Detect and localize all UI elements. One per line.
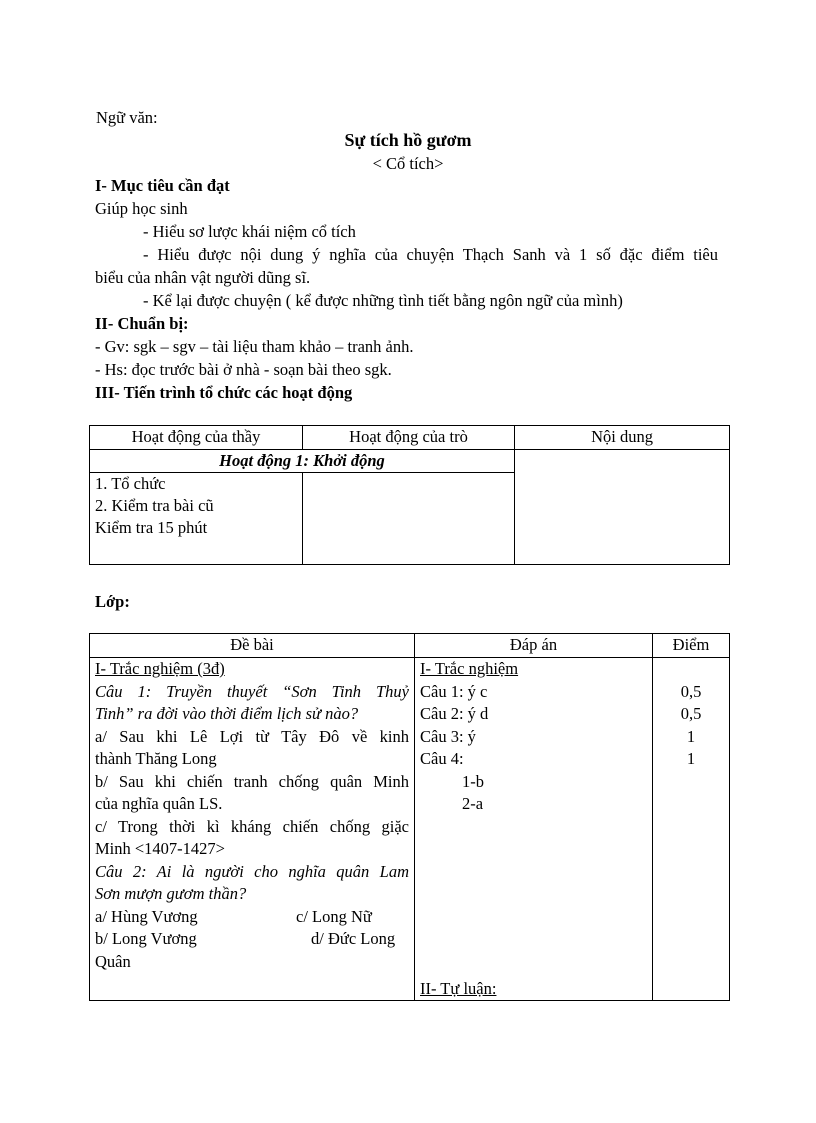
section-1-item: - Hiểu sơ lược khái niệm cổ tích	[143, 222, 356, 241]
answer-line: Câu 1: ý c	[420, 681, 488, 701]
score-value: 0,5	[680, 704, 702, 723]
header-teacher-activity: Hoạt động của thầy	[90, 426, 303, 450]
activity-1-title: Hoạt động 1: Khởi động	[90, 450, 515, 473]
page-title: Sự tích hồ gươm	[344, 130, 472, 150]
option-line: Quân	[95, 951, 131, 971]
option-a: a/ Hùng Vương	[95, 906, 198, 926]
option-c: c/ Long Nữ	[296, 906, 372, 926]
score-value: 0,5	[680, 681, 702, 701]
class-label: Lớp:	[95, 592, 130, 611]
section-2-item: - Gv: sgk – sgv – tài liệu tham khảo – tranh ảnh.	[95, 337, 414, 356]
answer-line: Câu 2: ý d	[420, 704, 489, 723]
section-2-heading: II- Chuẩn bị:	[95, 314, 189, 333]
teacher-line: Kiểm tra 15 phút	[95, 518, 208, 537]
section-1-intro: Giúp học sinh	[95, 199, 188, 218]
section-1-item: - Hiểu được nội dung ý nghĩa của chuyện Thạch Sanh và 1 số đặc điểm tiêu	[143, 245, 718, 264]
student-activity-cell	[303, 473, 515, 565]
section-2-item: - Hs: đọc trước bài ở nhà - soạn bài theo sgk.	[95, 360, 392, 379]
option-line: b/ Sau khi chiến tranh chống quân Minh	[95, 771, 409, 791]
teacher-line: 1. Tổ chức	[95, 474, 166, 493]
header-score: Điểm	[653, 634, 730, 658]
option-line: a/ Sau khi Lê Lợi từ Tây Đô về kinh	[95, 726, 409, 746]
option-line: của nghĩa quân LS.	[95, 794, 223, 813]
subject-label: Ngữ văn:	[96, 108, 158, 127]
exam-table	[89, 633, 730, 1001]
option-d: d/ Đức Long	[311, 929, 396, 948]
option-pair	[95, 928, 409, 951]
option-line: thành Thăng Long	[95, 749, 217, 768]
genre-subtitle: < Cổ tích>	[372, 154, 444, 173]
activity-table	[89, 425, 730, 565]
score-cell	[653, 658, 730, 1001]
score-value: 1	[686, 749, 696, 768]
header-content: Nội dung	[515, 426, 730, 450]
section-1-item: - Kể lại được chuyện ( kể được những tình tiết bằng ngôn ngữ của mình)	[143, 291, 623, 310]
question-line: Sơn mượn gươm thần?	[95, 884, 247, 903]
option-pair	[95, 906, 409, 929]
header-student-activity: Hoạt động của trò	[303, 426, 515, 450]
answer-cell	[415, 658, 653, 1001]
section-3-heading: III- Tiến trình tổ chức các hoạt động	[95, 383, 353, 402]
question-line: Tinh” ra đời vào thời điểm lịch sử nào?	[95, 704, 359, 723]
header-question: Đề bài	[90, 634, 415, 658]
option-b: b/ Long Vương	[95, 929, 197, 948]
answer-line: Câu 3: ý	[420, 726, 476, 746]
teacher-activity-cell	[90, 473, 303, 565]
activity-table-header	[90, 426, 730, 450]
header-answer: Đáp án	[415, 634, 653, 658]
content-cell	[515, 450, 730, 565]
exam-table-header	[90, 634, 730, 658]
answer-section-heading-2: II- Tự luận:	[420, 978, 497, 998]
option-line: c/ Trong thời kì kháng chiến chống giặc	[95, 816, 409, 836]
answer-line: 2-a	[462, 794, 484, 813]
option-line: Minh <1407-1427>	[95, 839, 225, 858]
question-cell	[90, 658, 415, 1001]
section-1-heading: I- Mục tiêu cần đạt	[95, 176, 230, 195]
score-value: 1	[686, 726, 696, 746]
question-line: Câu 1: Truyền thuyết “Sơn Tinh Thuỷ	[95, 681, 409, 701]
question-section-heading: I- Trắc nghiệm (3đ)	[95, 659, 225, 678]
answer-section-heading: I- Trắc nghiệm	[420, 659, 519, 678]
answer-line: 1-b	[462, 771, 484, 791]
section-1-item-continued: biểu của nhân vật người dũng sĩ.	[95, 268, 311, 287]
teacher-line: 2. Kiểm tra bài cũ	[95, 496, 214, 515]
answer-line: Câu 4:	[420, 749, 464, 768]
question-line: Câu 2: Ai là người cho nghĩa quân Lam	[95, 861, 409, 881]
